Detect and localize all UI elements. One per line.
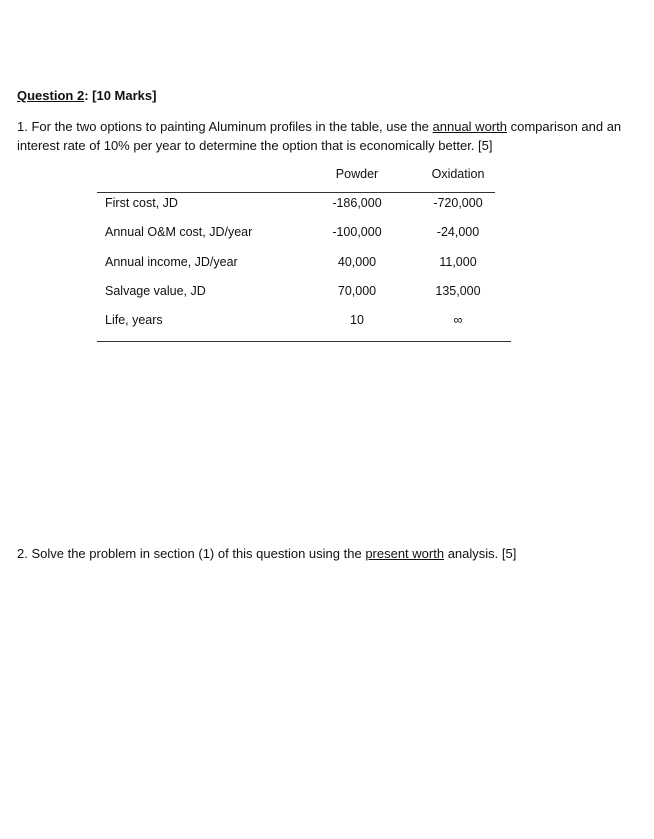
table-row	[97, 284, 511, 304]
row-label: Annual O&M cost, JD/year	[105, 225, 253, 239]
powder-value: 40,000	[337, 255, 377, 269]
powder-value: -186,000	[332, 196, 382, 210]
column-header-powder: Powder	[335, 167, 379, 181]
table-row	[97, 225, 511, 245]
row-label: Annual income, JD/year	[105, 255, 238, 269]
question-number: Question 2	[17, 88, 85, 103]
part1-suffix: comparison and an interest rate of 10% per year to determine the option that is economically better. [5]	[17, 119, 622, 153]
part1-text	[17, 117, 642, 155]
oxidation-value: -24,000	[436, 225, 480, 239]
row-label: Salvage value, JD	[105, 284, 206, 298]
table-row	[97, 255, 511, 275]
row-label: Life, years	[105, 313, 163, 327]
oxidation-value: 135,000	[435, 284, 481, 298]
powder-value: 10	[350, 313, 364, 327]
question-heading	[17, 88, 156, 103]
powder-value: 70,000	[337, 284, 377, 298]
part2-prefix: 2. Solve the problem in section (1) of this question using the	[17, 546, 366, 561]
question-marks: : [10 Marks]	[84, 88, 157, 103]
present-worth-term: present worth	[365, 546, 445, 561]
table-row	[97, 196, 511, 216]
oxidation-value: ∞	[453, 313, 463, 327]
part1-prefix: 1. For the two options to painting Aluminum profiles in the table, use the	[17, 119, 433, 134]
table-row	[97, 313, 511, 333]
oxidation-value: -720,000	[433, 196, 483, 210]
row-label: First cost, JD	[105, 196, 178, 210]
table-bottom-rule	[97, 341, 511, 342]
table-top-rule	[97, 192, 495, 193]
part2-suffix: analysis. [5]	[444, 546, 517, 561]
powder-value: -100,000	[332, 225, 382, 239]
annual-worth-term: annual worth	[432, 119, 507, 134]
part2-text	[17, 546, 516, 561]
column-header-oxidation: Oxidation	[431, 167, 485, 181]
oxidation-value: 11,000	[439, 255, 477, 269]
